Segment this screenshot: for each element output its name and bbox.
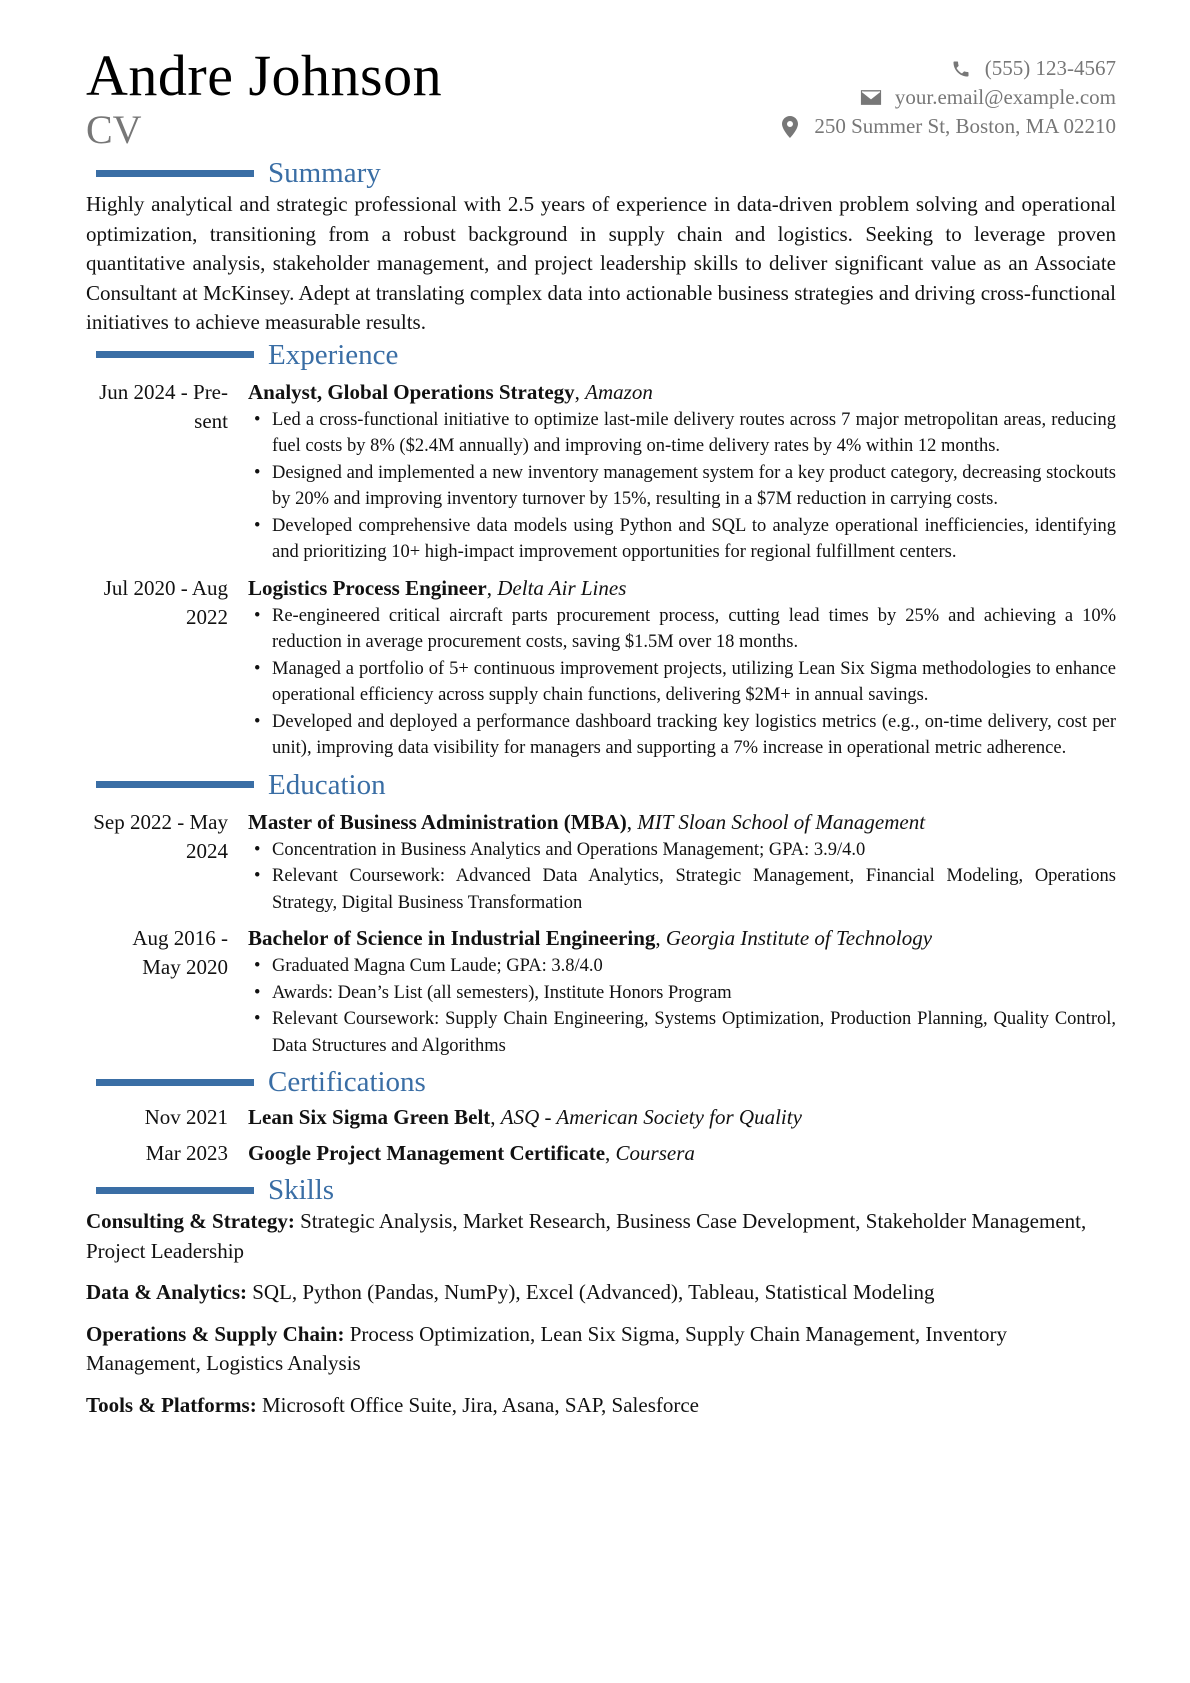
certifications-title: Certifications: [268, 1066, 426, 1098]
summary-title: Summary: [268, 157, 381, 189]
experience-section: [86, 338, 1116, 762]
date-line: 2022: [186, 604, 228, 629]
contact-email: [778, 83, 1116, 112]
summary-section: [86, 156, 1116, 338]
bullet-item: • Concentration in Business Analytics and Operations Management; GPA: 3.9/4.0: [248, 837, 1116, 864]
skill-group: [86, 1278, 1116, 1308]
certification-entry: [86, 1135, 1116, 1171]
bullet-list: [248, 837, 1116, 917]
certification-entry: [86, 1099, 1116, 1135]
skills-section: [86, 1173, 1116, 1420]
entry-title: Lean Six Sigma Green Belt, ASQ - American Society for Quality: [248, 1104, 802, 1129]
date-line: Jun 2024 - Pre-: [99, 379, 228, 404]
phone-icon: [949, 58, 973, 80]
entry-title: Logistics Process Engineer, Delta Air Lines: [248, 575, 627, 600]
bullet-item: • Re-engineered critical aircraft parts procurement process, cutting lead times by 25% and achieving a 10% reduction in average procurement costs, saving $1.5M over 18 months.: [248, 603, 1116, 656]
date-line: Sep 2022 - May: [93, 809, 228, 834]
employer: Amazon: [585, 379, 653, 404]
entry-title: Bachelor of Science in Industrial Engineering, Georgia Institute of Technology: [248, 926, 933, 950]
issuer: Coursera: [615, 1140, 695, 1165]
education-entry: [86, 924, 1116, 1059]
contact-phone: [778, 54, 1116, 83]
envelope-icon: [859, 87, 883, 109]
cv-header: [86, 44, 1116, 156]
date-line: sent: [194, 408, 228, 433]
entry-date: Nov 2021: [144, 1104, 228, 1129]
experience-title: Experience: [268, 338, 399, 371]
skill-label: Tools & Platforms:: [86, 1392, 257, 1417]
date-line: Jul 2020 - Aug: [103, 575, 228, 600]
section-heading: [86, 768, 1116, 802]
summary-text: Highly analytical and strategic professional with 2.5 years of experience in data-driven problem solving and operational optimization, transitioning from a robust background in supply chain and logistics. Seeking to leverage proven quantitative analysis, stakeholder management, and project leadership skills to deliver significant value as an Associate Consultant at McKinsey. Adept at translating complex data into actionable business strategies and driving cross-functional initiatives to achieve measurable results.: [86, 192, 1116, 334]
employer: Delta Air Lines: [497, 575, 627, 600]
bullet-item: • Designed and implemented a new inventory management system for a key product category, decreasing stockouts by 20% and improving inventory turnover by 15%, resulting in a $7M reduction in carrying costs.: [248, 460, 1116, 513]
degree: Master of Business Administration (MBA): [248, 809, 627, 834]
section-heading: [86, 338, 1116, 372]
date-line: 2024: [186, 838, 228, 863]
section-accent-bar: [96, 781, 254, 788]
phone-text[interactable]: (555) 123-4567: [984, 56, 1116, 80]
issuer: ASQ - American Society for Quality: [500, 1104, 802, 1129]
entry-date: [86, 924, 248, 1059]
institution: MIT Sloan School of Management: [637, 809, 926, 834]
section-accent-bar: [96, 170, 254, 177]
cv-page: [86, 44, 1116, 1432]
bullet-item: • Awards: Dean’s List (all semesters), Institute Honors Program: [248, 980, 1116, 1007]
skill-group: [86, 1207, 1116, 1266]
skill-label: Operations & Supply Chain:: [86, 1321, 345, 1346]
certificate-name: Google Project Management Certificate: [248, 1140, 606, 1165]
education-entry: [86, 808, 1116, 917]
job-role: Logistics Process Engineer: [248, 575, 487, 600]
address-text: 250 Summer St, Boston, MA 02210: [814, 114, 1116, 138]
bullet-list: [248, 953, 1116, 1059]
entry-title: Master of Business Administration (MBA), MIT Sloan School of Management: [248, 809, 926, 834]
certifications-section: [86, 1065, 1116, 1171]
bullet-item: • Led a cross-functional initiative to optimize last-mile delivery routes across 7 major metropolitan areas, reducing fuel costs by 8% ($2.4M annually) and improving on-time delivery rates by 4% within 12 months.: [248, 407, 1116, 460]
institution: Georgia Institute of Technology: [665, 926, 933, 950]
skill-values: Process Optimization, Lean Six Sigma, Supply Chain Management, Inventory Management, Logistics Analysis: [86, 1321, 1008, 1375]
experience-entry: [86, 378, 1116, 566]
skill-label: Data & Analytics:: [86, 1280, 247, 1304]
experience-entry: [86, 574, 1116, 762]
section-heading: [86, 1173, 1116, 1207]
entry-title: Analyst, Global Operations Strategy, Amazon: [248, 379, 653, 404]
bullet-item: • Developed comprehensive data models using Python and SQL to analyze operational inefficiencies, identifying and prioritizing 10+ high-impact improvement opportunities for regional fulfillment centers.: [248, 513, 1116, 566]
skill-group: [86, 1320, 1116, 1379]
email-link[interactable]: your.email@example.com: [894, 85, 1116, 109]
entry-date: [86, 808, 248, 917]
bullet-item: • Managed a portfolio of 5+ continuous improvement projects, utilizing Lean Six Sigma methodologies to enhance operational efficiency across supply chain functions, delivering $2M+ in annual savings.: [248, 656, 1116, 709]
date-line: Aug 2016 -: [132, 926, 228, 950]
entry-date: [86, 378, 248, 566]
entry-date: [86, 574, 248, 762]
section-heading: [86, 1065, 1116, 1099]
section-heading: [86, 156, 1116, 190]
document-subtitle: CV: [86, 107, 142, 152]
entry-title: Google Project Management Certificate, Coursera: [248, 1140, 695, 1165]
job-role: Analyst, Global Operations Strategy: [248, 379, 575, 404]
skill-values: SQL, Python (Pandas, NumPy), Excel (Advanced), Tableau, Statistical Modeling: [252, 1280, 935, 1304]
skill-label: Consulting & Strategy:: [86, 1209, 295, 1233]
bullet-item: • Developed and deployed a performance dashboard tracking key logistics metrics (e.g., on-time delivery, cost per unit), improving data visibility for managers and supporting a 7% increase in operational metric adherence.: [248, 709, 1116, 762]
skills-title: Skills: [268, 1174, 335, 1206]
contact-info: [778, 54, 1116, 141]
contact-address: [778, 112, 1116, 141]
skill-group: [86, 1391, 1116, 1421]
bullet-list: [248, 603, 1116, 762]
degree: Bachelor of Science in Industrial Engineering: [248, 926, 656, 950]
map-pin-icon: [778, 116, 802, 138]
date-line: May 2020: [142, 955, 228, 979]
section-accent-bar: [96, 1187, 254, 1194]
section-accent-bar: [96, 1079, 254, 1086]
bullet-list: [248, 407, 1116, 566]
entry-date: Mar 2023: [145, 1140, 228, 1165]
certificate-name: Lean Six Sigma Green Belt: [248, 1104, 491, 1129]
education-title: Education: [268, 768, 386, 801]
skill-values: Strategic Analysis, Market Research, Business Case Development, Stakeholder Management, Project Leadership: [86, 1209, 1087, 1263]
education-section: [86, 768, 1116, 1060]
bullet-item: • Relevant Coursework: Supply Chain Engineering, Systems Optimization, Production Planning, Quality Control, Data Structures and Algorithms: [248, 1006, 1116, 1059]
bullet-item: • Relevant Coursework: Advanced Data Analytics, Strategic Management, Financial Modeling, Operations Strategy, Digital Business Transformation: [248, 863, 1116, 916]
person-name: Andre Johnson: [86, 43, 443, 108]
skill-values: Microsoft Office Suite, Jira, Asana, SAP, Salesforce: [261, 1392, 700, 1417]
section-accent-bar: [96, 351, 254, 358]
bullet-item: • Graduated Magna Cum Laude; GPA: 3.8/4.0: [248, 953, 1116, 980]
